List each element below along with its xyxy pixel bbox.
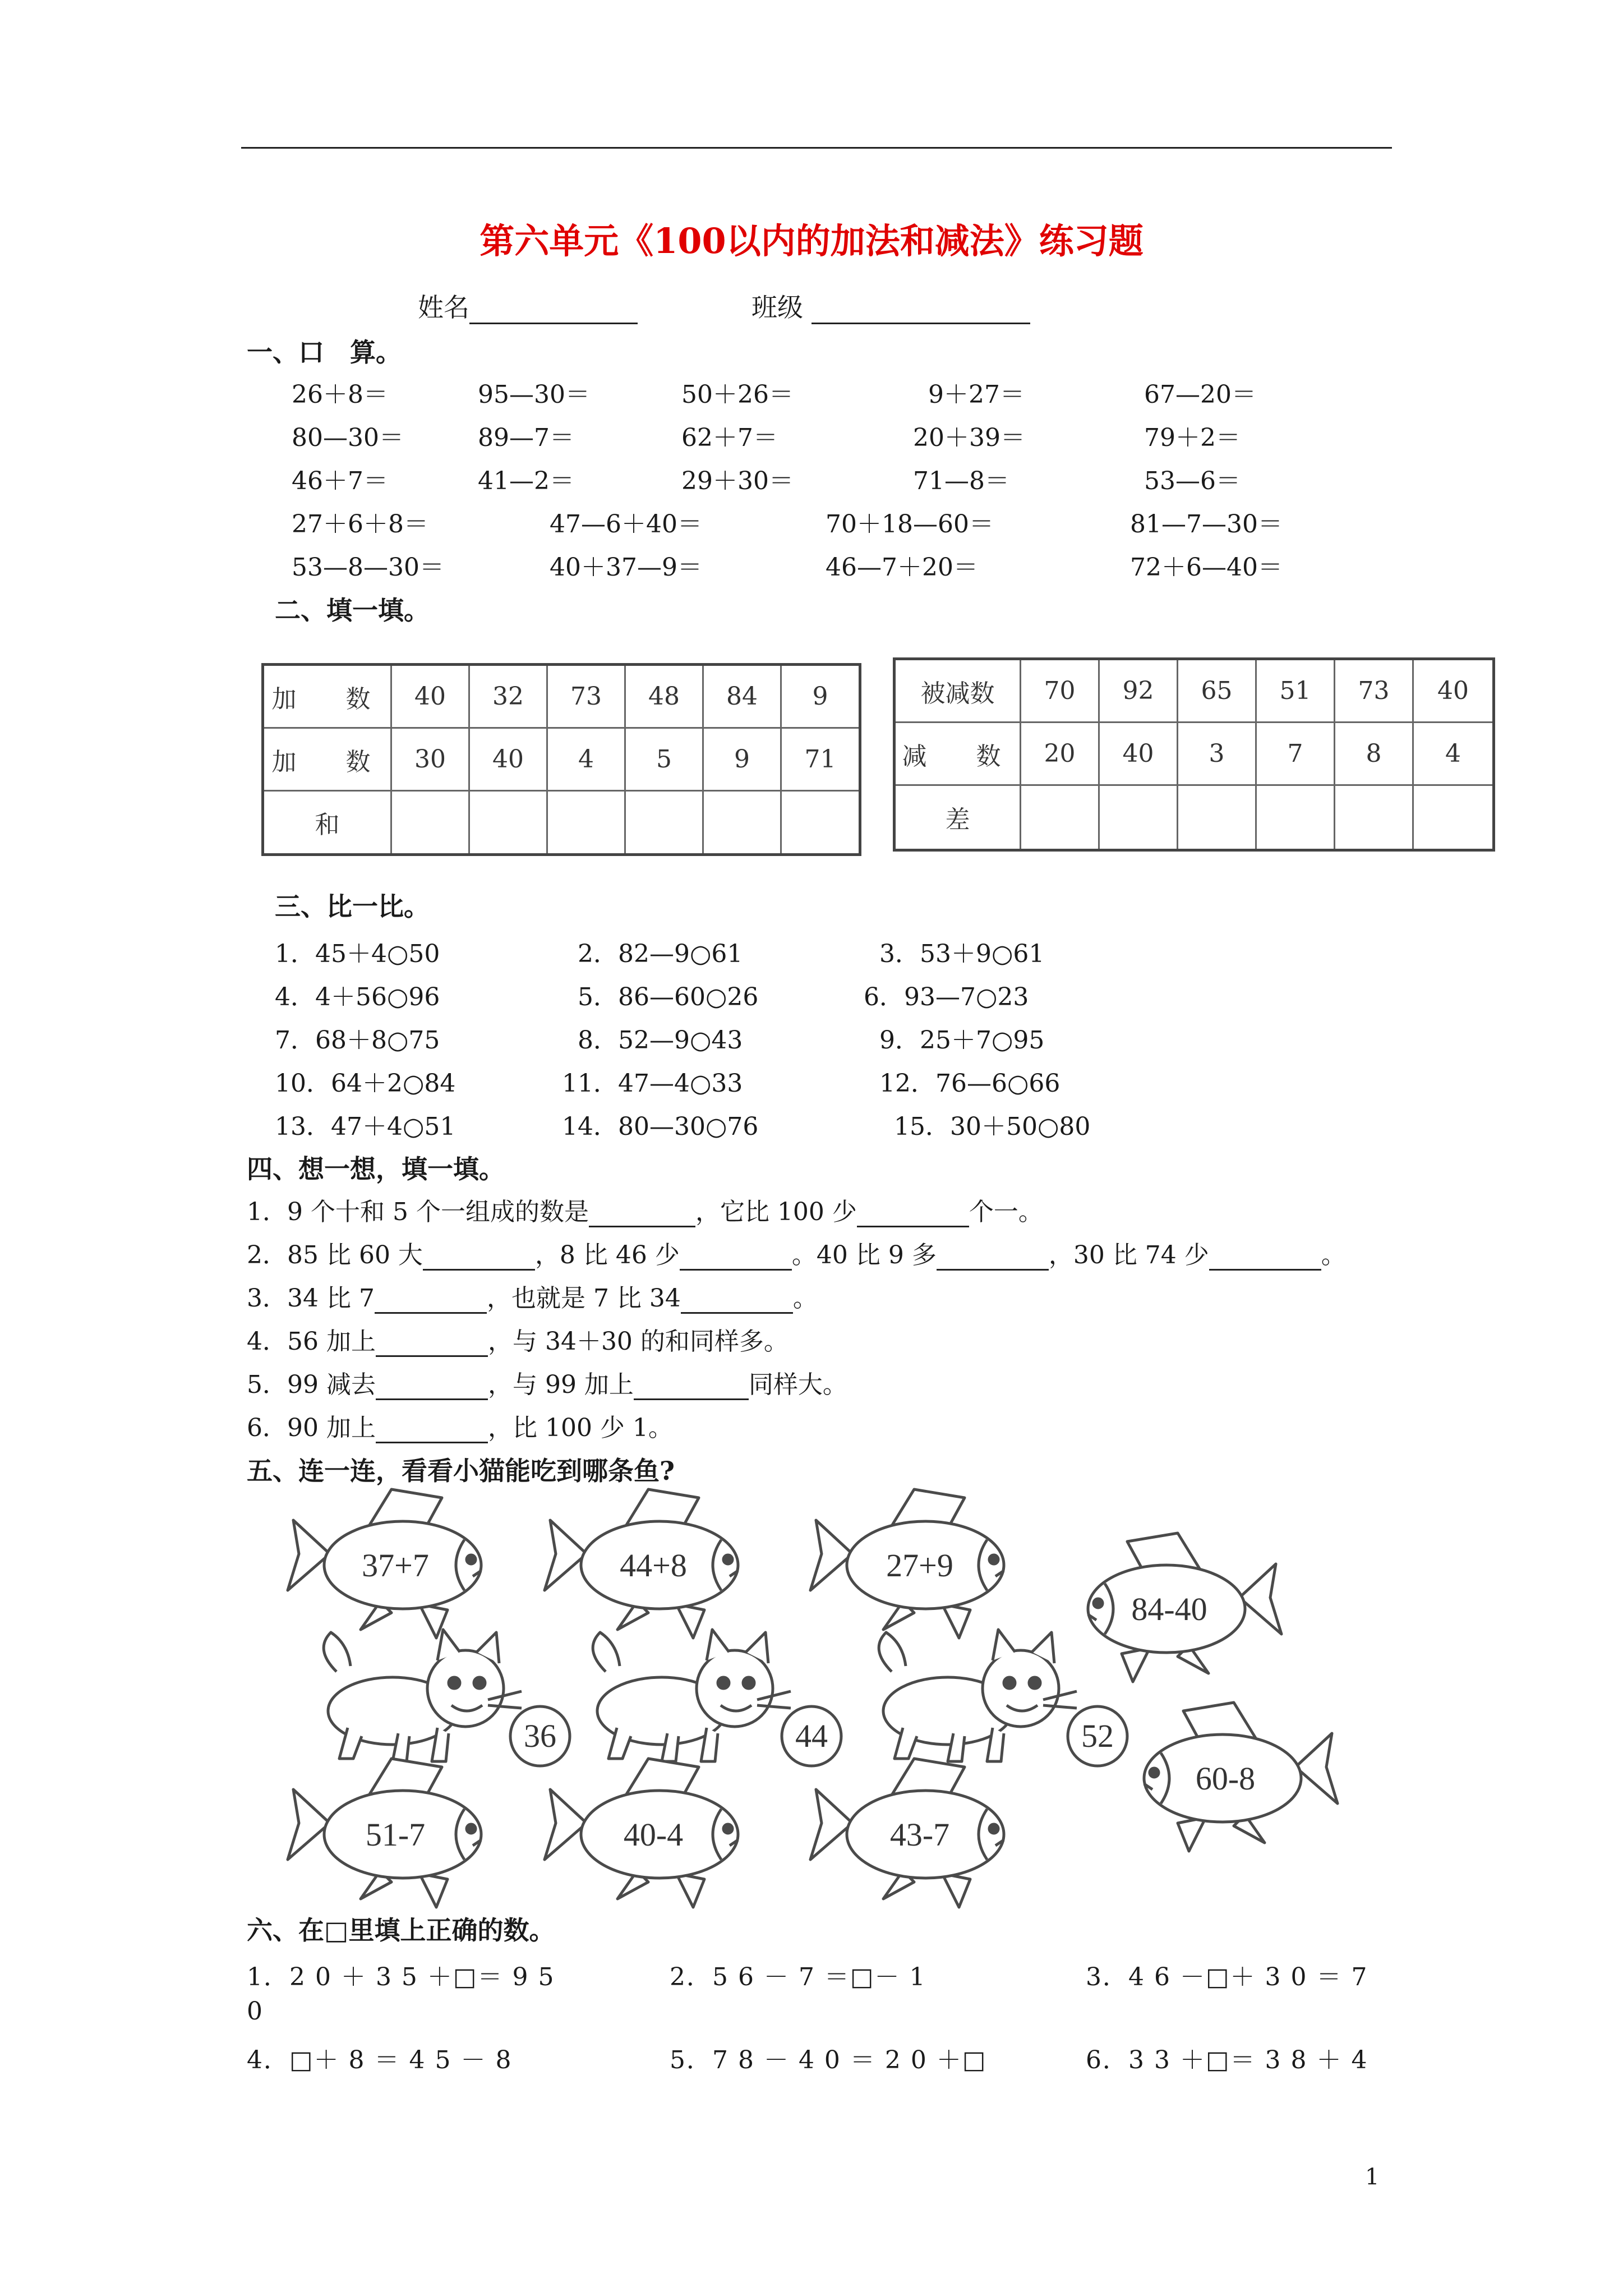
section6-heading: 六、在□里填上正确的数。: [247, 1915, 555, 1945]
oral-item: 79＋2＝: [1144, 424, 1241, 452]
oral-item: 46—7＋20＝: [826, 553, 978, 582]
fish-expression: 44+8: [620, 1547, 687, 1584]
compare-item: 7．68＋8○75: [275, 1026, 440, 1055]
oral-item: 53—8—30＝: [292, 553, 444, 582]
compare-item: 13．47＋4○51: [275, 1112, 456, 1141]
oral-item: 81—7—30＝: [1130, 510, 1283, 539]
fish-expression: 37+7: [362, 1547, 429, 1584]
page-title: 第六单元《100以内的加法和减法》练习题: [479, 220, 1144, 261]
box-item: 1．2 0 ＋ 3 5 ＋□＝ 9 5: [247, 1963, 555, 1991]
compare-item: 1．45＋4○50: [275, 940, 440, 968]
oral-item: 41—2＝: [478, 467, 574, 495]
oral-item: 20＋39＝: [913, 424, 1025, 452]
table-cell: 4: [548, 729, 626, 792]
compare-item: 3．53＋9○61: [879, 940, 1045, 968]
table-label: 和: [264, 792, 392, 853]
circle-number: 44: [795, 1718, 828, 1754]
table-cell: 32: [470, 666, 548, 729]
oral-item: 67—20＝: [1144, 380, 1256, 409]
compare-item: 5．86—60○26: [578, 983, 759, 1011]
fill-line-4: 4．56 加上 ，与 34＋30 的和同样多。: [247, 1327, 789, 1356]
compare-item: 8．52—9○43: [578, 1026, 743, 1055]
table-label: 加 数: [264, 729, 392, 792]
table-cell: 73: [548, 666, 626, 729]
circle-number: 52: [1081, 1718, 1114, 1754]
table-cell: 73: [1335, 660, 1414, 723]
oral-item: 62＋7＝: [681, 424, 778, 452]
section1-heading: 一、口 算。: [247, 337, 402, 367]
compare-item: 11．47—4○33: [562, 1069, 743, 1098]
box-item: 3．4 6 －□＋ 3 0 ＝ 7: [1086, 1963, 1368, 1991]
class-label: 班级: [751, 292, 803, 323]
name-label: 姓名: [418, 292, 469, 323]
oral-item: 29＋30＝: [681, 467, 794, 495]
table-cell: 65: [1178, 660, 1257, 723]
table-cell: 48: [626, 666, 704, 729]
oral-item: 53—6＝: [1144, 467, 1241, 495]
fish-expression: 43-7: [889, 1816, 950, 1853]
section5-heading: 五、连一连，看看小猫能吃到哪条鱼?: [247, 1456, 675, 1486]
compare-item: 12．76—6○66: [879, 1069, 1061, 1098]
table-cell: 40: [1100, 723, 1178, 786]
table-cell: 40: [1414, 660, 1492, 723]
table-cell: 92: [1100, 660, 1178, 723]
table-cell: 3: [1178, 723, 1257, 786]
table-cell: 40: [470, 729, 548, 792]
box-item: 5．7 8 － 4 0 ＝ 2 0 ＋□: [670, 2046, 987, 2074]
table-label: 减 数: [896, 723, 1021, 786]
fish-expression: 84-40: [1131, 1591, 1207, 1627]
oral-item: 27＋6＋8＝: [292, 510, 428, 539]
fill-line-2: 2．85 比 60 大 ，8 比 46 少 。40 比 9 多 ，30 比 74 少 。: [247, 1241, 1346, 1269]
box-item: 6．3 3 ＋□＝ 3 8 ＋ 4: [1086, 2046, 1368, 2074]
table-label: 差: [896, 786, 1021, 849]
table-cell: 7: [1257, 723, 1335, 786]
compare-item: 14．80—30○76: [562, 1112, 759, 1141]
table-cell: 40: [392, 666, 470, 729]
oral-item: 70＋18—60＝: [826, 510, 994, 539]
table-cell: 20: [1021, 723, 1100, 786]
oral-item: 50＋26＝: [681, 380, 794, 409]
compare-item: 6．93—7○23: [864, 983, 1029, 1011]
compare-item: 15．30＋50○80: [894, 1112, 1091, 1141]
compare-item: 10．64＋2○84: [275, 1069, 456, 1098]
table-label: 被减数: [896, 660, 1021, 723]
table-label: 加 数: [264, 666, 392, 729]
table-cell: 71: [782, 729, 859, 792]
oral-item: 80—30＝: [292, 424, 404, 452]
compare-item: 9．25＋7○95: [879, 1026, 1045, 1055]
cat-icon[interactable]: [324, 1630, 522, 1761]
oral-item: 40＋37—9＝: [550, 553, 702, 582]
box-item-wrap: 0: [247, 1997, 262, 2026]
circle-number: 36: [524, 1718, 556, 1754]
section4-heading: 四、想一想，填一填。: [247, 1154, 505, 1184]
cat-icon[interactable]: [593, 1630, 791, 1761]
table-cell: 9: [782, 666, 859, 729]
table-cell: 5: [626, 729, 704, 792]
fill-line-1: 1．9 个十和 5 个一组成的数是 ，它比 100 少 个一。: [247, 1198, 1043, 1226]
table-cell: 8: [1335, 723, 1414, 786]
table-cell: 51: [1257, 660, 1335, 723]
oral-item: 46＋7＝: [292, 467, 388, 495]
table-cell: 30: [392, 729, 470, 792]
oral-item: 95—30＝: [478, 380, 590, 409]
table-cell: 70: [1021, 660, 1100, 723]
cat-icon[interactable]: [879, 1630, 1077, 1761]
oral-item: 89—7＝: [478, 424, 574, 452]
table-cell: 84: [704, 666, 782, 729]
oral-item: 72＋6—40＝: [1130, 553, 1283, 582]
oral-item: 71—8＝: [913, 467, 1009, 495]
section2-heading: 二、填一填。: [275, 595, 430, 625]
box-item: 4．□＋ 8 ＝ 4 5 － 8: [247, 2046, 513, 2074]
fill-line-6: 6．90 加上 ，比 100 少 1。: [247, 1414, 673, 1442]
page-number: 1: [1365, 2164, 1380, 2190]
table-cell: 9: [704, 729, 782, 792]
oral-item: 47—6＋40＝: [550, 510, 702, 539]
fish-expression: 27+9: [886, 1547, 953, 1584]
oral-item: 26＋8＝: [292, 380, 388, 409]
compare-item: 4．4＋56○96: [275, 983, 440, 1011]
fish-expression: 60-8: [1195, 1760, 1256, 1797]
box-item: 2．5 6 － 7 ＝□－ 1: [670, 1963, 926, 1991]
fill-line-3: 3．34 比 7 ，也就是 7 比 34 。: [247, 1284, 818, 1313]
section3-heading: 三、比一比。: [275, 891, 430, 922]
table-cell: 4: [1414, 723, 1492, 786]
fish-expression: 51-7: [365, 1816, 426, 1853]
fish-expression: 40-4: [623, 1816, 684, 1853]
oral-item: 9＋27＝: [928, 380, 1025, 409]
compare-item: 2．82—9○61: [578, 940, 743, 968]
fill-line-5: 5．99 减去 ，与 99 加上 同样大。: [247, 1370, 847, 1399]
